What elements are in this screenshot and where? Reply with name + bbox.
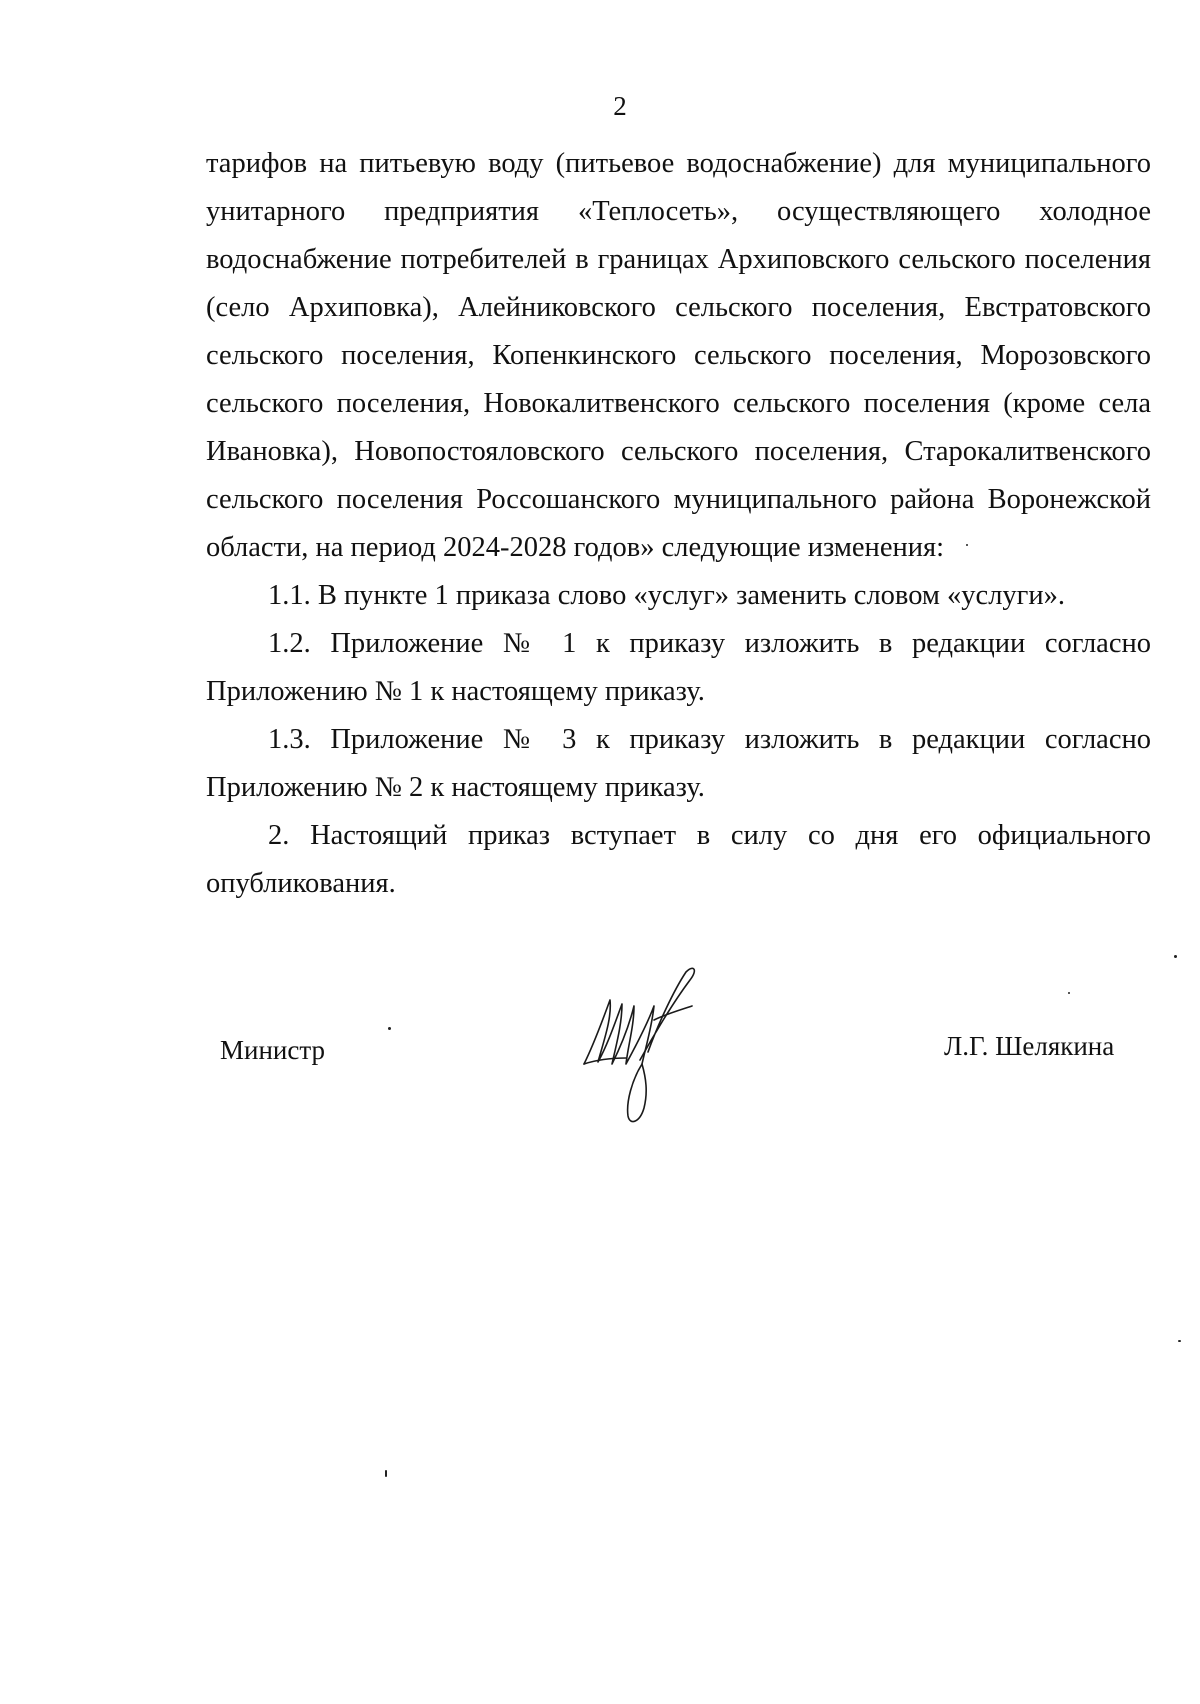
signatory-name: Л.Г. Шелякина — [944, 1031, 1115, 1061]
scan-speck — [388, 1027, 391, 1030]
paragraph-item-2: 2. Настоящий приказ вступает в силу со дня его официального опубликования. — [206, 820, 1151, 899]
paragraph-item-1-2: 1.2. Приложение № 1 к приказу изложить в редакции согласно Приложению № 1 к настоящему приказу. — [206, 628, 1151, 707]
scan-speck — [1174, 955, 1177, 958]
paragraph-intro-continuation: тарифов на питьевую воду (питьевое водоснабжение) для муниципального унитарного предприятия «Теплосеть», осуществляющего холодное водоснабжение потребителей в границах Архиповского сельского поселения (село Архиповка), Алейниковского сельского поселения, Евстратовского сельского поселения, Копенкинского сельского поселения, Морозовского сельского поселения, Новокалитвенского сельского поселения (кроме села Ивановка), Новопостояловского сельского поселения, Старокалитвенского сельского поселения Россошанского муниципального района Воронежской области, на период 2024-2028 годов» следующие изменения: — [206, 148, 1151, 563]
handwritten-signature — [582, 960, 712, 1130]
scan-speck — [1178, 1340, 1181, 1342]
paragraph-item-1-3: 1.3. Приложение № 3 к приказу изложить в редакции согласно Приложению № 2 к настоящему приказу. — [206, 724, 1151, 803]
signatory-title: Министр — [220, 1035, 325, 1065]
document-body — [206, 140, 1151, 908]
scan-speck — [1068, 992, 1070, 994]
scan-speck — [385, 1470, 387, 1477]
paragraph-item-1-1: 1.1. В пункте 1 приказа слово «услуг» заменить словом «услуги». — [268, 580, 1065, 611]
page-number: 2 — [613, 91, 627, 121]
